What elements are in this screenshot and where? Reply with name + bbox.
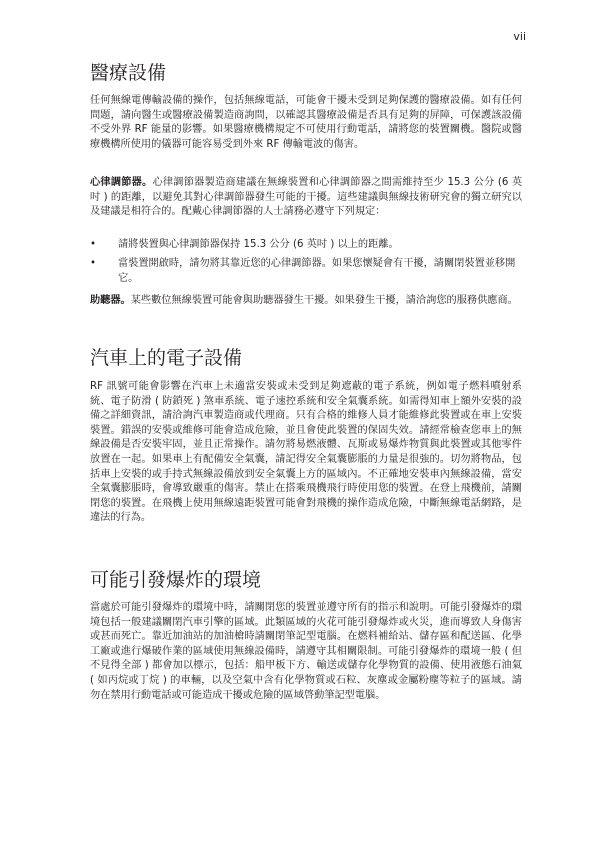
paragraph-explosive: 當處於可能引發爆炸的環境中時，請關閉您的裝置並遵守所有的指示和說明。可能引發爆炸的環境包括一般建議關閉汽車引擎的區域。此類區域的火花可能引發爆炸或火災，進而導致人身傷害或甚而死亡。靠近加油站的加油槍時請關閉筆記型電腦。在燃料補給站、儲存區和配送區、化學工廠或進行爆破作業的區域使用無線設備時，請遵守其相關限制。可能引發爆炸的環境一般 ( 但不見得全部 ) 都會加以標示，包括：船甲板下方、輸送或儲存化學物質的設備、使用液態石油氣 ( 如丙烷或丁烷 ) 的車輛，以及空氣中含有化學物質或石粒、灰塵或金屬粉塵等粒子的區域。請勿在禁用行動電話或可能造成干擾或危險的區域啓動筆記型電腦。 bbox=[90, 602, 522, 701]
bullet-icon: • bbox=[90, 239, 97, 250]
paragraph-pacemaker bbox=[90, 176, 522, 220]
bullet-text: 當裝置開啟時，請勿將其靠近您的心律調節器。如果您懷疑會有干擾，請關閉裝置並移開它。 bbox=[118, 258, 516, 284]
hearing-aid-lead: 助聽器。 bbox=[90, 295, 131, 306]
hearing-aid-text: 某些數位無線裝置可能會與助聽器發生干擾。如果發生干擾，請洽詢您的服務供應商。 bbox=[130, 295, 518, 306]
paragraph-vehicles: RF 訊號可能會影響在汽車上未適當安裝或未受到足夠遮蔽的電子系統，例如電子燃料噴射系統、電子防滑 ( 防鎖死 ) 煞車系統、電子速控系統和安全氣囊系統。如需得知車上額外安裝的設備之詳細資訊，請洽詢汽車製造商或代理商。只有合格的維修人員才能維修此裝置或在車上安裝裝置。錯誤的安裝或維修可能會造成危險，並且會使此裝置的保固失效。請經常檢查您車上的無線設備是否安裝牢固，並且正常操作。請勿將易燃液體、瓦斯或易爆炸物質與此裝置或其他零件放置在一起。如果車上有配備安全氣囊，請記得安全氣囊膨脹的力量是很強的。切勿將物品，包括車上安裝的或手持式無線設備放到安全氣囊上方的區域內。不正確地安裝車內無線設備，當安全氣囊膨脹時，會導致嚴重的傷害。禁止在搭乘飛機飛行時使用您的裝置。在登上飛機前，請關閉您的裝置。在飛機上使用無線遠距裝置可能會對飛機的操作造成危險，中斷無線電話網路，是違法的行為。 bbox=[90, 381, 522, 524]
bullet-icon: • bbox=[90, 258, 97, 269]
section-heading-explosive: 可能引發爆炸的環境 bbox=[90, 569, 262, 591]
pacemaker-lead: 心律調節器。 bbox=[90, 177, 153, 188]
page-number: vii bbox=[513, 30, 526, 43]
paragraph-hearing-aid bbox=[90, 294, 522, 309]
paragraph-medical: 任何無線電傳輸設備的操作，包括無線電話，可能會干擾未受到足夠保護的醫療設備。如有任何問題，請向醫生或醫療設備製造商詢問，以確認其醫療設備是否具有足夠的屏障，可保護該設備不受外界 RF 能量的影響。如果醫療機構規定不可使用行動電話，請將您的裝置關機。醫院或醫療機構所使用的儀器可能容易受到外來 RF 傳輸電波的傷害。 bbox=[90, 95, 522, 150]
bullet-text: 請將裝置與心律調節器保持 15.3 公分 (6 英吋 ) 以上的距離。 bbox=[118, 239, 399, 250]
pacemaker-text: 心律調節器製造商建議在無線裝置和心律調節器之間需維持至少 15.3 公分 (6 英吋 ) 的距離，以避免其對心律調節器發生可能的干擾。這些建議與無線技術研究會的獨立研究以及建議是相符合的。配戴心律調節器的人士請務必遵守下列規定： bbox=[90, 177, 523, 218]
section-heading-vehicles: 汽車上的電子設備 bbox=[90, 347, 243, 369]
section-heading-medical: 醫療設備 bbox=[90, 62, 167, 84]
